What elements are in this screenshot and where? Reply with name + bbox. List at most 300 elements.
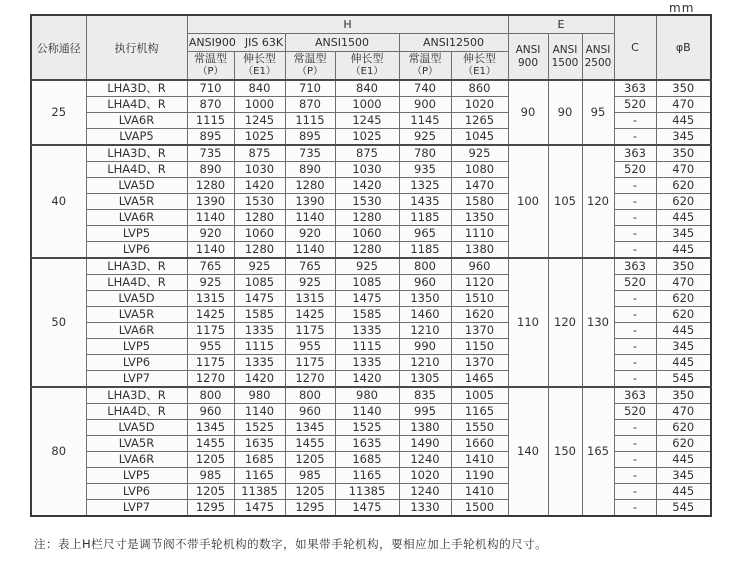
header-ansi900-jis63k — [187, 34, 285, 52]
c-value-cell: - — [614, 291, 656, 307]
phi-b-value-cell: 345 — [656, 468, 711, 484]
h-value-cell: 765 — [187, 258, 234, 275]
h-value-cell: 995 — [399, 404, 451, 420]
h-value-cell: 895 — [285, 129, 335, 146]
h-value-cell: 1175 — [187, 355, 234, 371]
h-value-cell: 1350 — [399, 291, 451, 307]
e-value-cell: 150 — [548, 387, 582, 516]
c-value-cell: - — [614, 420, 656, 436]
actuator-cell: LVP5 — [86, 226, 187, 242]
h-value-cell: 1205 — [187, 452, 234, 468]
c-value-cell: - — [614, 452, 656, 468]
phi-b-value-cell: 620 — [656, 178, 711, 194]
type-code: （P） — [197, 66, 224, 78]
h-value-cell: 1390 — [285, 194, 335, 210]
h-value-cell: 1210 — [399, 355, 451, 371]
h-value-cell: 1525 — [335, 420, 399, 436]
type-code: （P） — [411, 66, 439, 78]
h-value-cell: 935 — [399, 162, 451, 178]
h-value-cell: 840 — [335, 80, 399, 97]
e-2500-word: 2500 — [584, 56, 612, 69]
actuator-cell: LVA6R — [86, 113, 187, 129]
h-value-cell: 925 — [234, 258, 285, 275]
type-code: （E1） — [243, 66, 276, 78]
header-e-group: E — [508, 15, 614, 34]
actuator-cell: LHA4D、R — [86, 404, 187, 420]
h-value-cell: 925 — [335, 258, 399, 275]
dimension-table — [30, 14, 712, 517]
h-value-cell: 1380 — [451, 242, 508, 259]
h-value-cell: 1330 — [399, 500, 451, 517]
h-value-cell: 1115 — [234, 339, 285, 355]
h-value-cell: 1270 — [285, 371, 335, 388]
h-value-cell: 780 — [399, 145, 451, 162]
type-code: （P） — [296, 66, 324, 78]
h-value-cell: 1490 — [399, 436, 451, 452]
h-value-cell: 835 — [399, 387, 451, 404]
h-value-cell: 800 — [285, 387, 335, 404]
phi-b-value-cell: 470 — [656, 97, 711, 113]
h-value-cell: 1315 — [187, 291, 234, 307]
phi-b-value-cell: 445 — [656, 452, 711, 468]
e-value-cell: 140 — [508, 387, 548, 516]
h-value-cell: 735 — [187, 145, 234, 162]
c-value-cell: - — [614, 307, 656, 323]
h-value-cell: 1455 — [285, 436, 335, 452]
h-value-cell: 1205 — [285, 452, 335, 468]
h-value-cell: 11385 — [234, 484, 285, 500]
type-label: 伸长型 — [463, 52, 496, 66]
c-value-cell: - — [614, 194, 656, 210]
h-value-cell: 1280 — [187, 178, 234, 194]
actuator-cell: LVA6R — [86, 323, 187, 339]
h-value-cell: 1045 — [451, 129, 508, 146]
h-value-cell: 1475 — [234, 291, 285, 307]
h-value-cell: 1500 — [451, 500, 508, 517]
c-value-cell: - — [614, 500, 656, 517]
phi-b-value-cell: 445 — [656, 210, 711, 226]
h-value-cell: 1660 — [451, 436, 508, 452]
header-ansi12500: ANSI12500 — [399, 34, 508, 52]
h-value-cell: 985 — [187, 468, 234, 484]
header-e-ansi900 — [508, 34, 548, 81]
footer-note: 注：表上H栏尺寸是调节阀不带手轮机构的数字，如果带手轮机构，要相应加上手轮机构的尺寸。 — [34, 537, 548, 551]
type-code: （E1） — [350, 66, 384, 78]
c-value-cell: - — [614, 210, 656, 226]
h-value-cell: 960 — [451, 258, 508, 275]
h-value-cell: 1280 — [234, 242, 285, 259]
e-value-cell: 105 — [548, 145, 582, 258]
h-value-cell: 1140 — [187, 242, 234, 259]
actuator-cell: LVP6 — [86, 484, 187, 500]
h-value-cell: 1465 — [451, 371, 508, 388]
h-value-cell: 1370 — [451, 323, 508, 339]
header-normal-type-ansi900 — [187, 52, 234, 81]
c-value-cell: - — [614, 339, 656, 355]
h-value-cell: 960 — [399, 275, 451, 291]
h-value-cell: 1280 — [335, 210, 399, 226]
h-value-cell: 1175 — [285, 323, 335, 339]
h-value-cell: 890 — [285, 162, 335, 178]
c-value-cell: - — [614, 436, 656, 452]
table-row — [31, 258, 711, 275]
phi-b-value-cell: 620 — [656, 194, 711, 210]
h-value-cell: 1460 — [399, 307, 451, 323]
c-value-cell: - — [614, 468, 656, 484]
h-value-cell: 1580 — [451, 194, 508, 210]
h-value-cell: 990 — [399, 339, 451, 355]
phi-b-value-cell: 620 — [656, 307, 711, 323]
h-value-cell: 925 — [399, 129, 451, 146]
h-value-cell: 860 — [451, 80, 508, 97]
h-value-cell: 1085 — [335, 275, 399, 291]
actuator-cell: LVA5R — [86, 307, 187, 323]
h-value-cell: 1530 — [335, 194, 399, 210]
phi-b-value-cell: 350 — [656, 258, 711, 275]
h-value-cell: 1325 — [399, 178, 451, 194]
e-value-cell: 120 — [582, 145, 614, 258]
h-value-cell: 1315 — [285, 291, 335, 307]
h-value-cell: 920 — [187, 226, 234, 242]
h-value-cell: 1080 — [451, 162, 508, 178]
c-value-cell: 363 — [614, 145, 656, 162]
c-value-cell: 520 — [614, 162, 656, 178]
h-value-cell: 1420 — [335, 371, 399, 388]
h-value-cell: 925 — [187, 275, 234, 291]
actuator-cell: LVP5 — [86, 339, 187, 355]
h-value-cell: 1140 — [285, 242, 335, 259]
e-value-cell: 90 — [548, 80, 582, 145]
phi-b-value-cell: 445 — [656, 355, 711, 371]
h-value-cell: 1585 — [335, 307, 399, 323]
type-label: 常温型 — [408, 52, 442, 66]
h-value-cell: 800 — [187, 387, 234, 404]
h-value-cell: 1475 — [234, 500, 285, 517]
h-value-cell: 1435 — [399, 194, 451, 210]
table-row — [31, 80, 711, 97]
header-h-group: H — [187, 15, 508, 34]
header-normal-type-ansi12500 — [399, 52, 451, 81]
c-value-cell: 520 — [614, 275, 656, 291]
phi-b-value-cell: 620 — [656, 420, 711, 436]
h-value-cell: 1185 — [399, 242, 451, 259]
h-value-cell: 955 — [187, 339, 234, 355]
h-value-cell: 1165 — [335, 468, 399, 484]
h-value-cell: 1210 — [399, 323, 451, 339]
actuator-cell: LVA5R — [86, 436, 187, 452]
h-value-cell: 870 — [285, 97, 335, 113]
h-value-cell: 1685 — [234, 452, 285, 468]
actuator-cell: LHA3D、R — [86, 80, 187, 97]
phi-b-value-cell: 350 — [656, 387, 711, 404]
phi-b-value-cell: 345 — [656, 339, 711, 355]
actuator-cell: LHA4D、R — [86, 162, 187, 178]
h-value-cell: 1335 — [335, 323, 399, 339]
type-label: 伸长型 — [243, 52, 276, 66]
h-value-cell: 1530 — [234, 194, 285, 210]
h-value-cell: 1175 — [285, 355, 335, 371]
h-value-cell: 875 — [234, 145, 285, 162]
actuator-cell: LVA6R — [86, 210, 187, 226]
h-value-cell: 1525 — [234, 420, 285, 436]
h-value-cell: 1280 — [285, 178, 335, 194]
c-value-cell: 363 — [614, 258, 656, 275]
e-value-cell: 90 — [508, 80, 548, 145]
h-value-cell: 1410 — [451, 452, 508, 468]
phi-b-value-cell: 445 — [656, 484, 711, 500]
h-value-cell: 1020 — [399, 468, 451, 484]
c-value-cell: 363 — [614, 80, 656, 97]
c-value-cell: - — [614, 484, 656, 500]
e-value-cell: 110 — [508, 258, 548, 387]
actuator-cell: LVP7 — [86, 500, 187, 517]
h-value-cell: 1240 — [399, 452, 451, 468]
h-value-cell: 1370 — [451, 355, 508, 371]
h-value-cell: 1380 — [399, 420, 451, 436]
h-value-cell: 740 — [399, 80, 451, 97]
actuator-cell: LHA4D、R — [86, 97, 187, 113]
h-value-cell: 1140 — [335, 404, 399, 420]
h-value-cell: 1635 — [234, 436, 285, 452]
h-value-cell: 1245 — [234, 113, 285, 129]
phi-b-value-cell: 545 — [656, 500, 711, 517]
e-ansi-word: ANSI — [585, 44, 611, 57]
h-value-cell: 1585 — [234, 307, 285, 323]
h-value-cell: 960 — [285, 404, 335, 420]
actuator-cell: LVAP5 — [86, 129, 187, 146]
h-value-cell: 1165 — [451, 404, 508, 420]
phi-b-value-cell: 470 — [656, 404, 711, 420]
h-value-cell: 1410 — [451, 484, 508, 500]
c-value-cell: 520 — [614, 404, 656, 420]
phi-b-value-cell: 620 — [656, 436, 711, 452]
diameter-cell: 80 — [31, 387, 86, 516]
phi-b-value-cell: 620 — [656, 291, 711, 307]
h-value-cell: 1000 — [234, 97, 285, 113]
h-value-cell: 1020 — [451, 97, 508, 113]
h-value-cell: 1335 — [335, 355, 399, 371]
c-value-cell: - — [614, 371, 656, 388]
h-value-cell: 1335 — [234, 323, 285, 339]
phi-b-value-cell: 470 — [656, 275, 711, 291]
h-value-cell: 1455 — [187, 436, 234, 452]
e-ansi-word: ANSI — [552, 44, 578, 57]
h-value-cell: 965 — [399, 226, 451, 242]
phi-b-value-cell: 350 — [656, 145, 711, 162]
header-e-ansi1500 — [548, 34, 582, 81]
diameter-cell: 25 — [31, 80, 86, 145]
c-value-cell: - — [614, 226, 656, 242]
actuator-cell: LHA4D、R — [86, 275, 187, 291]
jis63k-label: JIS 63K — [244, 36, 284, 49]
h-value-cell: 11385 — [335, 484, 399, 500]
h-value-cell: 1190 — [451, 468, 508, 484]
h-value-cell: 1470 — [451, 178, 508, 194]
type-label: 常温型 — [194, 52, 227, 66]
h-value-cell: 1280 — [335, 242, 399, 259]
h-value-cell: 1110 — [451, 226, 508, 242]
e-ansi-word: ANSI — [515, 44, 541, 57]
h-value-cell: 765 — [285, 258, 335, 275]
actuator-cell: LVA6R — [86, 452, 187, 468]
h-value-cell: 1025 — [234, 129, 285, 146]
phi-b-value-cell: 445 — [656, 113, 711, 129]
h-value-cell: 840 — [234, 80, 285, 97]
phi-b-value-cell: 470 — [656, 162, 711, 178]
e-value-cell: 120 — [548, 258, 582, 387]
h-value-cell: 1265 — [451, 113, 508, 129]
e-value-cell: 100 — [508, 145, 548, 258]
h-value-cell: 985 — [285, 468, 335, 484]
actuator-cell: LVA5D — [86, 291, 187, 307]
h-value-cell: 1635 — [335, 436, 399, 452]
diameter-cell: 40 — [31, 145, 86, 258]
actuator-cell: LHA3D、R — [86, 387, 187, 404]
h-value-cell: 1270 — [187, 371, 234, 388]
c-value-cell: 363 — [614, 387, 656, 404]
phi-b-value-cell: 350 — [656, 80, 711, 97]
h-value-cell: 1240 — [399, 484, 451, 500]
h-value-cell: 1085 — [234, 275, 285, 291]
e-value-cell: 130 — [582, 258, 614, 387]
h-value-cell: 925 — [285, 275, 335, 291]
h-value-cell: 710 — [187, 80, 234, 97]
h-value-cell: 1120 — [451, 275, 508, 291]
h-value-cell: 900 — [399, 97, 451, 113]
actuator-cell: LVP5 — [86, 468, 187, 484]
actuator-cell: LVP6 — [86, 355, 187, 371]
type-code: （E1） — [463, 66, 496, 78]
table-row — [31, 145, 711, 162]
h-value-cell: 1305 — [399, 371, 451, 388]
h-value-cell: 1245 — [335, 113, 399, 129]
header-actuator: 执行机构 — [86, 15, 187, 80]
h-value-cell: 1000 — [335, 97, 399, 113]
header-row-1 — [31, 15, 711, 34]
type-label: 伸长型 — [350, 52, 384, 66]
header-extended-type-ansi1500 — [335, 52, 399, 81]
h-value-cell: 1140 — [285, 210, 335, 226]
h-value-cell: 920 — [285, 226, 335, 242]
h-value-cell: 1345 — [187, 420, 234, 436]
h-value-cell: 1140 — [187, 210, 234, 226]
c-value-cell: - — [614, 129, 656, 146]
h-value-cell: 980 — [335, 387, 399, 404]
h-value-cell: 1025 — [335, 129, 399, 146]
h-value-cell: 890 — [187, 162, 234, 178]
h-value-cell: 1350 — [451, 210, 508, 226]
h-value-cell: 895 — [187, 129, 234, 146]
diameter-cell: 50 — [31, 258, 86, 387]
h-value-cell: 1335 — [234, 355, 285, 371]
header-normal-type-ansi1500 — [285, 52, 335, 81]
header-e-ansi2500 — [582, 34, 614, 81]
h-value-cell: 1115 — [187, 113, 234, 129]
h-value-cell: 1295 — [187, 500, 234, 517]
header-ansi1500: ANSI1500 — [285, 34, 399, 52]
h-value-cell: 1115 — [335, 339, 399, 355]
phi-b-value-cell: 445 — [656, 323, 711, 339]
h-value-cell: 1060 — [335, 226, 399, 242]
actuator-cell: LVA5D — [86, 420, 187, 436]
e-1500-word: 1500 — [551, 56, 579, 69]
h-value-cell: 1620 — [451, 307, 508, 323]
h-value-cell: 1420 — [335, 178, 399, 194]
table-header — [31, 15, 711, 80]
h-value-cell: 1205 — [285, 484, 335, 500]
h-value-cell: 1060 — [234, 226, 285, 242]
phi-b-value-cell: 345 — [656, 226, 711, 242]
h-value-cell: 1685 — [335, 452, 399, 468]
h-value-cell: 955 — [285, 339, 335, 355]
actuator-cell: LVP7 — [86, 371, 187, 388]
header-diameter: 公称通径 — [31, 15, 86, 80]
h-value-cell: 980 — [234, 387, 285, 404]
c-value-cell: 520 — [614, 97, 656, 113]
header-phi-b: φB — [656, 15, 711, 80]
h-value-cell: 1150 — [451, 339, 508, 355]
h-value-cell: 1280 — [234, 210, 285, 226]
phi-b-value-cell: 445 — [656, 242, 711, 259]
h-value-cell: 1550 — [451, 420, 508, 436]
phi-b-value-cell: 345 — [656, 129, 711, 146]
h-value-cell: 1205 — [187, 484, 234, 500]
type-label: 常温型 — [293, 52, 327, 66]
h-value-cell: 1420 — [234, 178, 285, 194]
h-value-cell: 960 — [187, 404, 234, 420]
table-body — [31, 80, 711, 516]
h-value-cell: 1030 — [234, 162, 285, 178]
phi-b-value-cell: 545 — [656, 371, 711, 388]
h-value-cell: 870 — [187, 97, 234, 113]
actuator-cell: LVA5R — [86, 194, 187, 210]
c-value-cell: - — [614, 355, 656, 371]
c-value-cell: - — [614, 242, 656, 259]
header-c: C — [614, 15, 656, 80]
h-value-cell: 1145 — [399, 113, 451, 129]
h-value-cell: 1345 — [285, 420, 335, 436]
h-value-cell: 1390 — [187, 194, 234, 210]
unit-label: mm — [669, 1, 695, 15]
e-value-cell: 165 — [582, 387, 614, 516]
h-value-cell: 1185 — [399, 210, 451, 226]
h-value-cell: 925 — [451, 145, 508, 162]
header-extended-type-ansi900 — [234, 52, 285, 81]
h-value-cell: 1165 — [234, 468, 285, 484]
h-value-cell: 1115 — [285, 113, 335, 129]
table-row — [31, 387, 711, 404]
h-value-cell: 1475 — [335, 291, 399, 307]
actuator-cell: LHA3D、R — [86, 258, 187, 275]
h-value-cell: 1425 — [187, 307, 234, 323]
h-value-cell: 1425 — [285, 307, 335, 323]
actuator-cell: LVP6 — [86, 242, 187, 259]
c-value-cell: - — [614, 323, 656, 339]
e-value-cell: 95 — [582, 80, 614, 145]
h-value-cell: 1510 — [451, 291, 508, 307]
h-value-cell: 1030 — [335, 162, 399, 178]
h-value-cell: 1420 — [234, 371, 285, 388]
e-900-word: 900 — [517, 56, 539, 69]
h-value-cell: 710 — [285, 80, 335, 97]
c-value-cell: - — [614, 178, 656, 194]
h-value-cell: 1295 — [285, 500, 335, 517]
actuator-cell: LVA5D — [86, 178, 187, 194]
h-value-cell: 1175 — [187, 323, 234, 339]
h-value-cell: 875 — [335, 145, 399, 162]
h-value-cell: 1475 — [335, 500, 399, 517]
h-value-cell: 1140 — [234, 404, 285, 420]
